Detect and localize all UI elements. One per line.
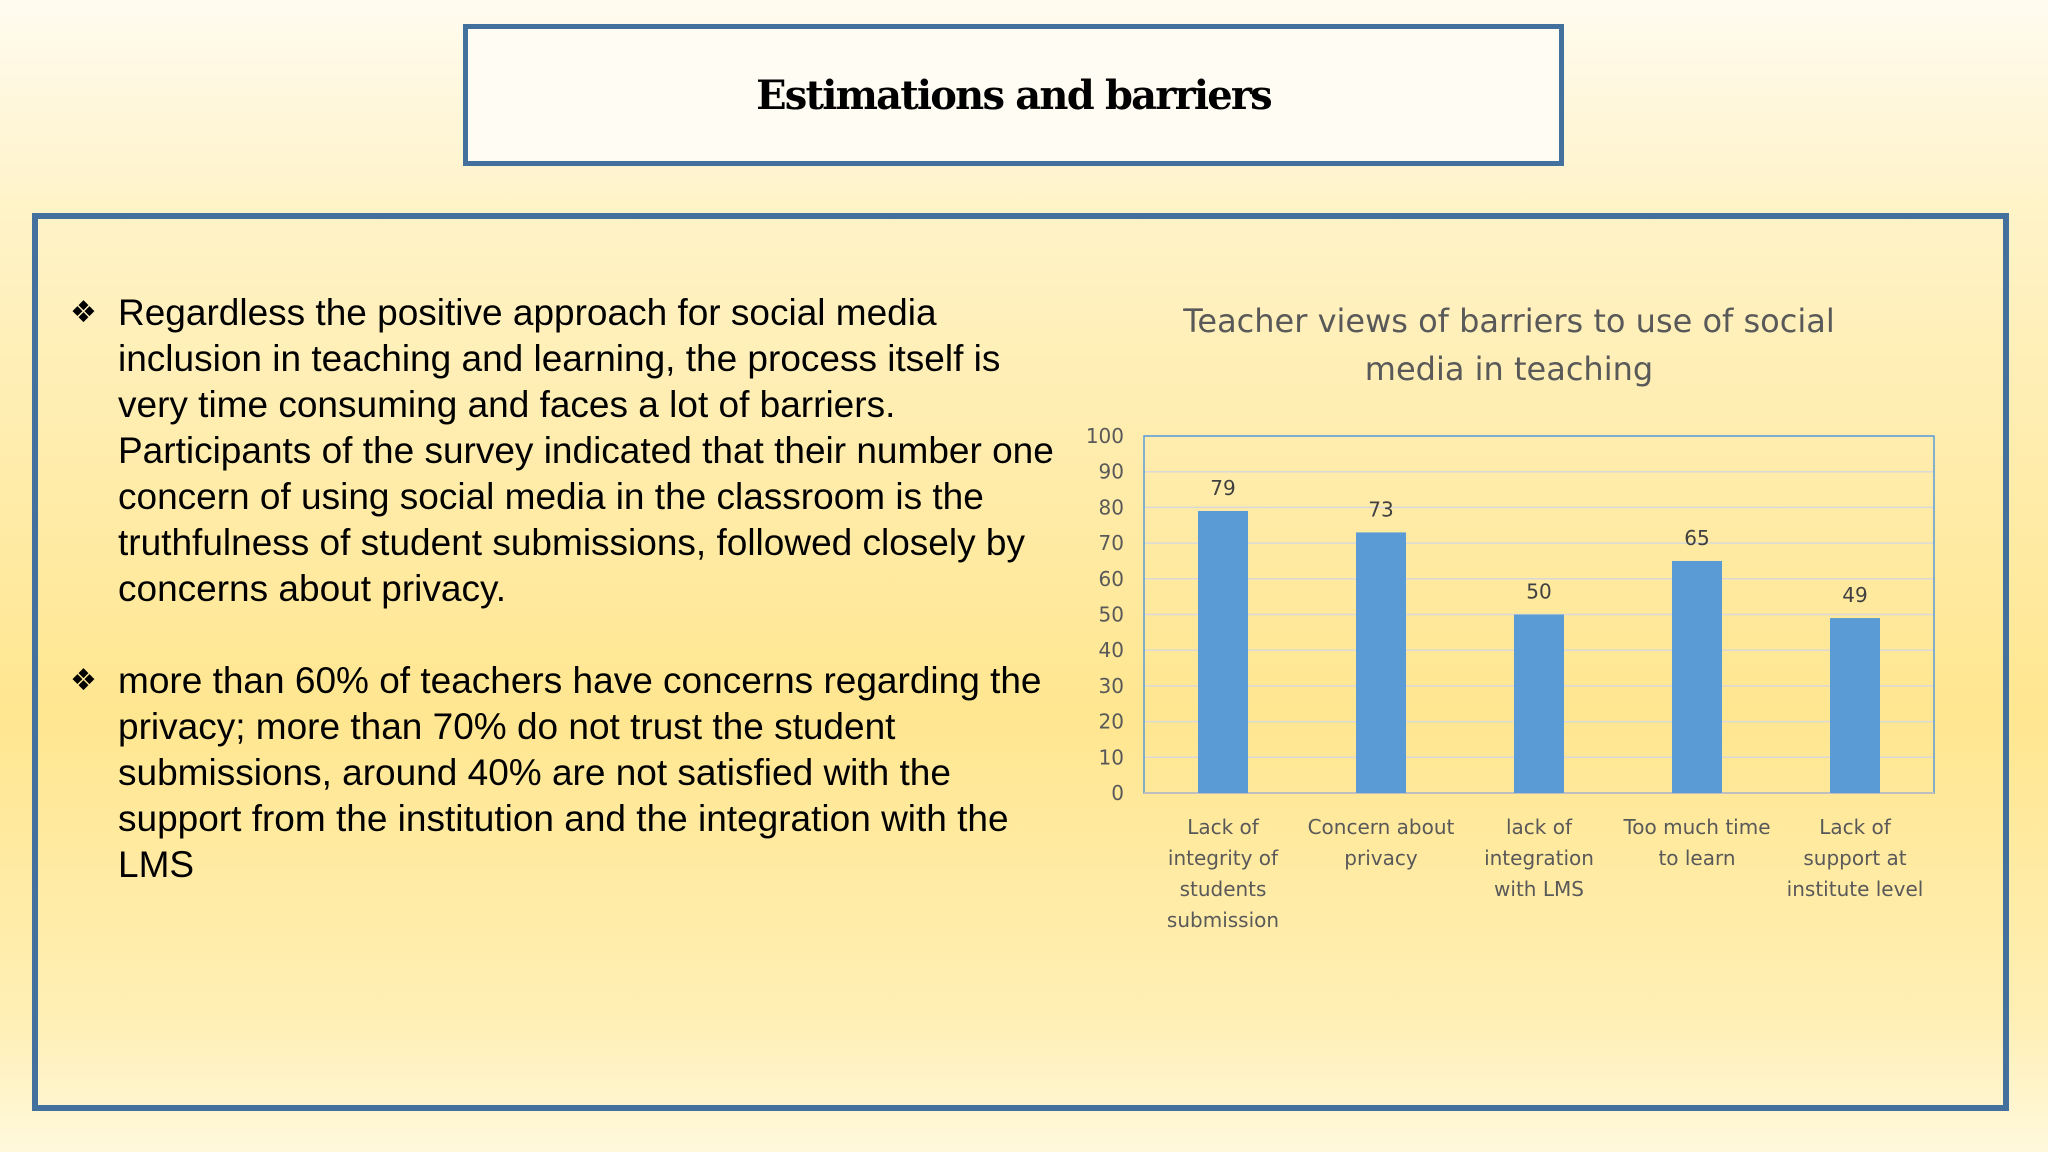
bar-chart bbox=[1060, 290, 1960, 950]
x-tick-label: submission bbox=[1166, 908, 1280, 932]
chart-title: Teacher views of barriers to use of social bbox=[1183, 302, 1835, 340]
x-tick-label: privacy bbox=[1344, 846, 1418, 870]
y-tick-label: 70 bbox=[1098, 531, 1124, 556]
bar bbox=[1356, 532, 1406, 793]
x-tick-label: students bbox=[1179, 877, 1267, 901]
y-tick-label: 90 bbox=[1098, 459, 1124, 484]
x-tick-label: Too much time bbox=[1623, 815, 1771, 839]
chart-title: media in teaching bbox=[1364, 350, 1654, 388]
y-tick-label: 60 bbox=[1098, 566, 1124, 591]
data-label: 49 bbox=[1842, 583, 1868, 608]
x-tick-label: lack of bbox=[1505, 815, 1573, 839]
x-tick-label: Lack of bbox=[1187, 815, 1259, 839]
x-tick-label: support at bbox=[1803, 846, 1907, 870]
y-tick-label: 10 bbox=[1098, 745, 1124, 770]
data-label: 50 bbox=[1526, 579, 1552, 604]
y-tick-label: 0 bbox=[1111, 781, 1124, 805]
data-label: 79 bbox=[1210, 475, 1236, 500]
y-tick-label: 20 bbox=[1098, 709, 1124, 734]
x-tick-label: integration bbox=[1484, 846, 1594, 870]
y-tick-label: 40 bbox=[1098, 638, 1124, 663]
bar bbox=[1198, 511, 1248, 793]
bar bbox=[1830, 618, 1880, 793]
diamond-bullet-icon: ❖ bbox=[70, 663, 97, 698]
diamond-bullet-icon: ❖ bbox=[70, 295, 97, 330]
data-label: 73 bbox=[1368, 497, 1394, 522]
bar bbox=[1514, 615, 1564, 794]
bullet-list bbox=[70, 290, 1060, 888]
bullet-text: Regardless the positive approach for social media inclusion in teaching and learning, the process itself is very time consuming and faces a lot of barriers. Participants of the survey indicated that their number one concern of using social media in the classroom is the truthfulness of student submissions, followed closely by concerns about privacy. bbox=[118, 292, 1054, 609]
bullet-item bbox=[70, 290, 1060, 612]
x-tick-label: with LMS bbox=[1494, 877, 1584, 901]
slide-title: Estimations and barriers bbox=[756, 71, 1271, 119]
bar bbox=[1672, 561, 1722, 793]
bullet-item bbox=[70, 658, 1060, 888]
y-tick-label: 50 bbox=[1098, 602, 1124, 627]
x-tick-label: institute level bbox=[1786, 877, 1924, 901]
bullet-text: more than 60% of teachers have concerns regarding the privacy; more than 70% do not trust the student submissions, around 40% are not satisfied with the support from the institution and the integration with the LMS bbox=[118, 660, 1042, 885]
title-box bbox=[463, 24, 1564, 166]
x-tick-label: Lack of bbox=[1819, 815, 1891, 839]
y-tick-label: 100 bbox=[1085, 424, 1124, 448]
x-tick-label: to learn bbox=[1658, 846, 1736, 870]
x-tick-label: integrity of bbox=[1167, 846, 1279, 870]
x-tick-label: Concern about bbox=[1307, 815, 1455, 839]
y-tick-label: 30 bbox=[1098, 673, 1124, 698]
y-tick-label: 80 bbox=[1098, 495, 1124, 520]
data-label: 65 bbox=[1684, 525, 1710, 550]
